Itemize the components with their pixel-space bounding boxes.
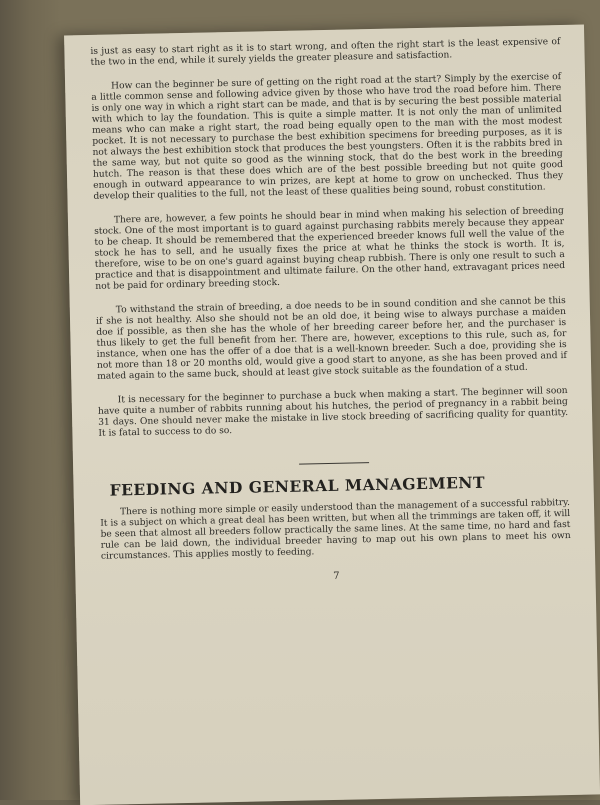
paragraph-3: There are, however, a few points he should bear in mind when making his selection of breeding stock. One of the most important is to guard against purchasing rabbits merely because they appear to be cheap. It should be remembered that the experienced breeder knows full well the value of the stock he has to sell, and he usually fixes the price at what he thinks the stock is worth. It is, therefore, wise to be on one's guard against buying cheap rubbish. There is only one result to such a practice and that is disappointment and ultimate failure. On the other hand, extravagant prices need not be paid for ordinary breeding stock. [94, 206, 566, 292]
book-page [64, 25, 600, 805]
page-number: 7 [333, 570, 340, 582]
paragraph-4: To withstand the strain of breeding, a doe needs to be in sound condition and she cannot be this if she is not healthy. Also she should not be an old doe, it being wise to always purchase a maiden doe if possible, as then she has the whole of her breeding career before her, and the purchaser is thus likely to get the full benefit from her. There are, however, exceptions to this rule, such as, for instance, when one has the offer of a doe that is a well-known breeder. Such a doe, providing she is not more than 18 or 20 months old, would give a good start to anyone, as she has been proved and if mated again to the same buck, should at least give stock suitable as the foundation of a stud. [95, 295, 567, 382]
page-text [90, 37, 571, 587]
section-divider [299, 462, 369, 464]
paragraph-1: is just as easy to start right as it is to start wrong, and often the right start is the least expensive of the two in the end, while it surely yields the greater pleasure and satisfaction. [90, 37, 561, 68]
paragraph-5: It is necessary for the beginner to purchase a buck when making a start. The beginner will soon have quite a number of rabbits running about his hutches, the period of pregnancy in a rabbit being 31 days. One should never make the mistake in live stock breeding of sacrificing quality for quantity. It is fatal to success to do so. [97, 385, 569, 439]
section-paragraph: There is nothing more simple or easily understood than the management of a successful rabbitry. It is a subject on which a great deal has been written, but when all the trimmings are taken off, it will be seen that almost all breeders follow practically the same lines. At the same time, no hard and fast rule can be laid down, the individual breeder having to map out his own plans to meet his own circumstances. This applies mostly to feeding. [100, 497, 571, 562]
section-heading: FEEDING AND GENERAL MANAGEMENT [109, 472, 486, 500]
paragraph-2: How can the beginner be sure of getting on the right road at the start? Simply by the exercise of a little common sense and following advice given by those who have trod the road before him. There is only one way in which a right start can be made, and that is by securing the best possible material with which to lay the foundation. This is quite a simple matter. It is not only the man of unlimited means who can make a right start, the road being equally open to the man with the most modest pocket. It is not necessary to purchase the best exhibition specimens for breeding purposes, as it is not always the best exhibition stock that produces the best youngsters. Often it is the rabbits bred in the same way, but not quite so good as the winning stock, that do the best work in the breeding hutch. The reason is that these does which are of the best possible breeding but not quite good enough in outward appearance to win prizes, are kept at home to grow on unchecked. Thus they develop their qualities to the full, not the least of these qualities being sound, robust constitution. [91, 72, 564, 202]
